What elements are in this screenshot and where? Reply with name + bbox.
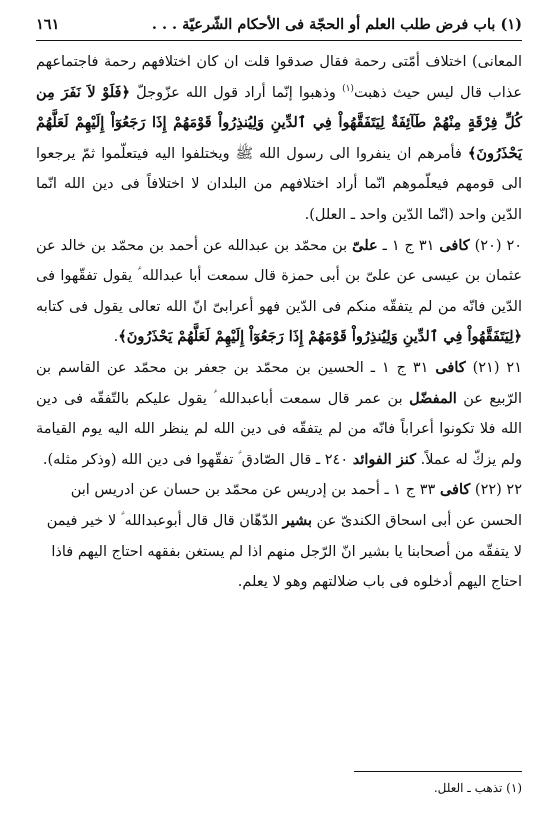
bold-name: المفضّل — [409, 389, 457, 407]
bold-name: علىّ — [352, 236, 378, 254]
hadith-paragraph — [36, 475, 522, 597]
hadith-paragraph — [36, 231, 522, 353]
footnote-reference: (١) — [342, 83, 354, 94]
paragraph-text: المعانى) اختلاف أمّتى رحمة فقال صدقوا قلت ان كان اختلافهم رحمة فاجتماعهم عذاب قال ليس حيث ذهبت — [36, 54, 522, 101]
chapter-title: (١) باب فرض طلب العلم أو الحجّة فى الأحكام الشّرعيّة . . . — [151, 16, 522, 33]
footnote-divider — [354, 771, 522, 772]
header-divider — [36, 40, 522, 41]
paragraph-continuation — [36, 47, 522, 231]
paragraph-text: . — [113, 329, 119, 346]
paragraph-text: فأمرهم ان ينفروا الى رسول الله ﷺ ويختلفوا اليه فيتعلّموا ثمّ يرجعوا الى قومهم فيعلّموهم انّما أراد اختلافهم من البلدان لا اختلافاً فى دين الله انّما الدّين واحد (انّما الدّين واحد ـ العلل). — [36, 145, 522, 223]
hadith-paragraph — [36, 353, 522, 475]
paragraph-text: ٣١ ج ١ ـ الحسين بن محمّد بن جعفر بن محمّد عن القاسم بن الرّبيع عن — [36, 359, 522, 407]
paragraph-text: بن محمّد بن عبدالله عن أحمد بن محمّد بن خالد عن عثمان بن عيسى عن علىّ بن أبى حمزة قال سمعت أبا عبدالله ؑ يقول تفقّهوا فى الدّين فانّه من لم يتفقّه منكم فى الدّين فهو أعرابىّ انّ الله تعالى يقول فى كتابه — [36, 237, 522, 315]
page-number: ١٦١ — [36, 16, 60, 33]
book-page — [36, 10, 522, 820]
source-title: كافى — [435, 358, 466, 376]
bold-name: بشير — [282, 511, 313, 529]
paragraph-text: ٢٤٠ ـ قال الصّادق ؑ تفقّهوا فى دين الله (وذكر مثله). — [42, 451, 353, 468]
paragraph-text: ٣٣ ج ١ ـ أحمد بن إدريس عن محمّد بن حسان عن ادريس ابن الحسن عن أبى اسحاق الكندىّ عن — [70, 482, 522, 529]
quran-verse: ﴿فَلَوْ لاَ نَفَرَ مِن كُلِّ فِرْقَةٍ مِنْهُمْ طَآئِفَةٌ لِيَتَفَقَّهُواْ فِي ٱلدِّينِ وَلِيُنذِرُواْ قَوْمَهُمْ إِذَا رَجَعُوٓاْ إِلَيْهِمْ لَعَلَّهُمْ يَحْذَرُونَ﴾ — [36, 83, 522, 162]
paragraph-text: الدّهّان قال قال أبوعبدالله ؑ لا خير فيمن لا يتفقّه من أصحابنا يا بشير انّ الرّجل منهم اذا لم يستغن بفقهه احتاج اليهم فاذا احتاج اليهم أدخلوه فى باب ضلالتهم وهو لا يعلم. — [46, 512, 522, 591]
paragraph-text: بن عمر قال سمعت أباعبدالله ؑ يقول عليكم بالتّفقّه فى دين الله فلا تكونوا أعراباً فانّه من لم يتفقّه فى دين الله لم ينظر الله اليه يوم القيامة ولم يزكّ له عملاً. — [36, 390, 522, 468]
source-title: كنز الفوائد — [352, 450, 417, 468]
paragraph-text: وذهبوا إنّما أراد قول الله عزّوجلّ — [129, 84, 343, 101]
quran-verse: ﴿لِيَتَفَقَّهُواْ فِي ٱلدِّينِ وَلِيُنذِرُواْ قَوْمَهُمْ إِذَا رَجَعُوٓاْ إِلَيْهِمْ لَعَلَّهُمْ يَحْذَرُونَ﴾ — [118, 328, 522, 346]
source-title: كافى — [439, 481, 471, 499]
source-title: كافى — [439, 236, 470, 254]
footnote: (١) تذهب ـ العلل. — [433, 781, 522, 795]
hadith-number: ٢٢ (٢٢) — [474, 482, 522, 499]
main-text — [36, 47, 522, 598]
hadith-number: ٢٠ (٢٠) — [474, 237, 523, 254]
hadith-number: ٢١ (٢١) — [472, 359, 522, 376]
running-header — [36, 10, 522, 40]
paragraph-text: ٣١ ج ١ ـ — [377, 237, 440, 254]
